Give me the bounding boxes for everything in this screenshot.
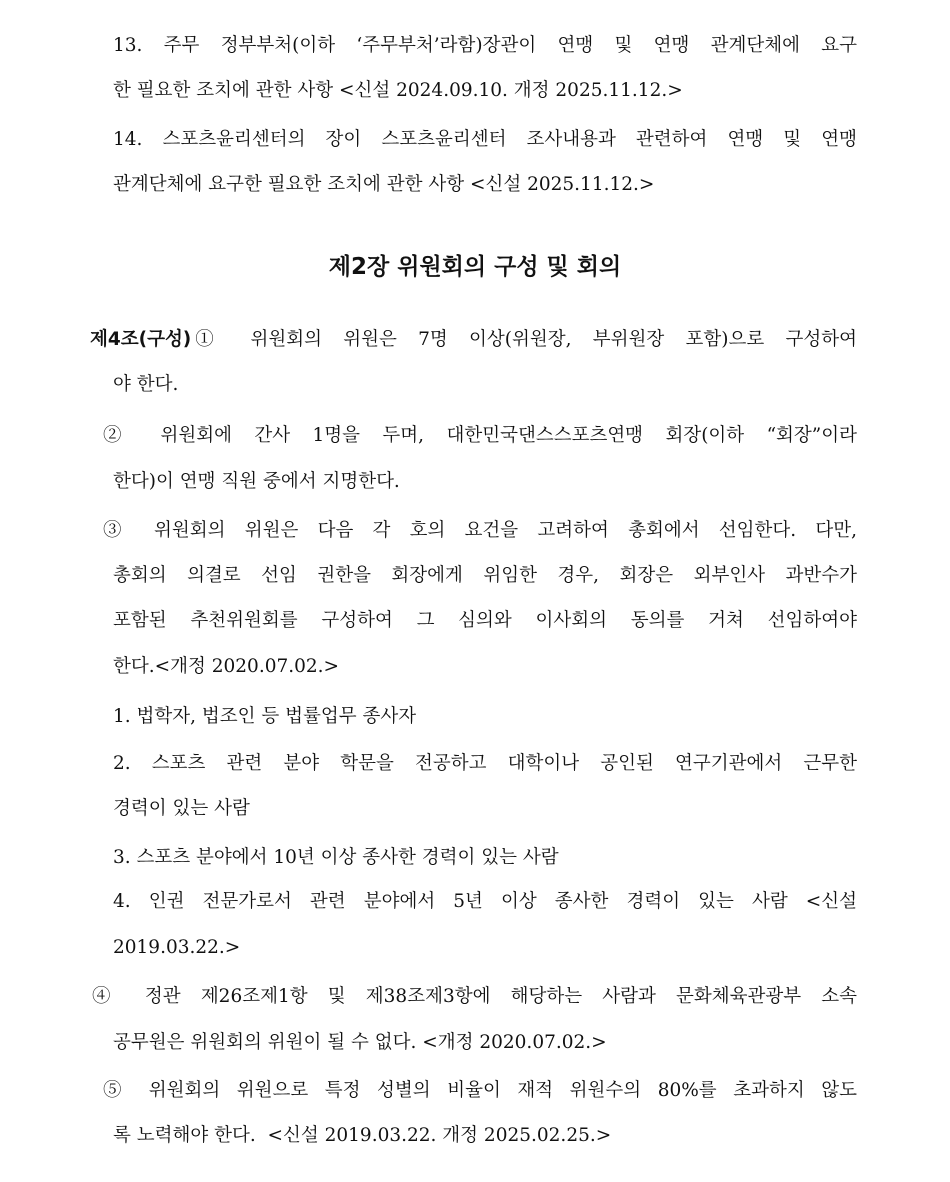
subitem-2-line-1: 2. 스포츠 관련 분야 학문을 전공하고 대학이나 공인된 연구기관에서 근무한 xyxy=(113,753,857,774)
item-13-line-2: 한 필요한 조치에 관한 사항 <신설 2024.09.10. 개정 2025.11.12.> xyxy=(113,80,683,101)
article-4-paragraph-5-line-2: 록 노력해야 한다. <신설 2019.03.22. 개정 2025.02.25.> xyxy=(113,1125,612,1146)
article-4-paragraph-2-line-1: ② 위원회에 간사 1명을 두며, 대한민국댄스스포츠연맹 회장(이하 “회장”이라 xyxy=(103,425,857,446)
article-4-title: 제4조(구성) xyxy=(90,329,192,350)
article-4-paragraph-5-line-1: ⑤ 위원회의 위원으로 특정 성별의 비율이 재적 위원수의 80%를 초과하지 않도 xyxy=(103,1080,857,1101)
article-4-paragraph-1-line-1 xyxy=(90,328,857,352)
article-4-paragraph-1-line-2: 야 한다. xyxy=(113,374,179,395)
item-13-line-1: 13. 주무 정부부처(이하 ‘주무부처’라함)장관이 연맹 및 연맹 관계단체에 요구 xyxy=(113,35,857,56)
subitem-1: 1. 법학자, 법조인 등 법률업무 종사자 xyxy=(113,706,417,727)
article-4-paragraph-3-line-1: ③ 위원회의 위원은 다음 각 호의 요건을 고려하여 총회에서 선임한다. 다만, xyxy=(103,520,857,541)
item-14-line-1: 14. 스포츠윤리센터의 장이 스포츠윤리센터 조사내용과 관련하여 연맹 및 연맹 xyxy=(113,129,857,150)
subitem-2-line-2: 경력이 있는 사람 xyxy=(113,798,250,819)
article-4-paragraph-3-line-4: 한다.<개정 2020.07.02.> xyxy=(113,656,340,677)
subitem-3: 3. 스포츠 분야에서 10년 이상 종사한 경력이 있는 사람 xyxy=(113,847,559,868)
subitem-4-line-1: 4. 인권 전문가로서 관련 분야에서 5년 이상 종사한 경력이 있는 사람 <신설 xyxy=(113,891,857,912)
chapter-title: 제2장 위원회의 구성 및 회의 xyxy=(328,254,622,280)
article-4-paragraph-3-line-2: 총회의 의결로 선임 권한을 회장에게 위임한 경우, 회장은 외부인사 과반수가 xyxy=(113,565,857,586)
article-4-paragraph-2-line-2: 한다)이 연맹 직원 중에서 지명한다. xyxy=(113,471,400,492)
article-4-paragraph-4-line-1: ④ 정관 제26조제1항 및 제38조제3항에 해당하는 사람과 문화체육관광부 소속 xyxy=(92,986,857,1007)
article-4-p1-text: ① 위원회의 위원은 7명 이상(위원장, 부위원장 포함)으로 구성하여 xyxy=(195,329,857,350)
subitem-4-line-2: 2019.03.22.> xyxy=(113,937,241,958)
article-4-paragraph-4-line-2: 공무원은 위원회의 위원이 될 수 없다. <개정 2020.07.02.> xyxy=(113,1032,607,1053)
item-14-line-2: 관계단체에 요구한 필요한 조치에 관한 사항 <신설 2025.11.12.> xyxy=(113,174,655,195)
article-4-paragraph-3-line-3: 포함된 추천위원회를 구성하여 그 심의와 이사회의 동의를 거쳐 선임하여야 xyxy=(113,610,857,631)
